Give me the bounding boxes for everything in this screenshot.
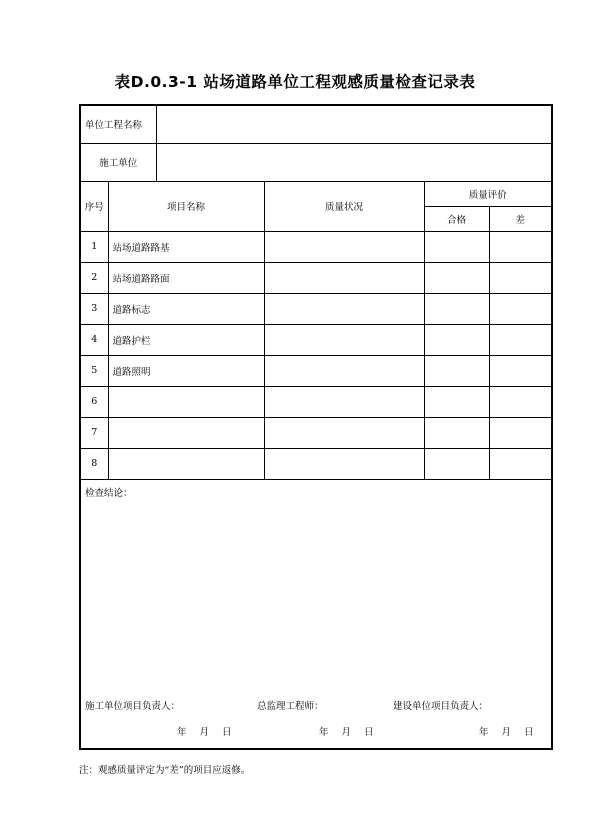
row-seq: 8 [80, 448, 108, 479]
construction-manager-signature-label: 施工单位项目负责人： [85, 700, 181, 712]
unit-project-name-field[interactable] [156, 105, 552, 143]
unit-project-name-row [80, 105, 552, 143]
row-poor-cell[interactable] [489, 417, 552, 448]
conclusion-cell[interactable] [80, 479, 552, 749]
row-poor-cell[interactable] [489, 293, 552, 324]
column-header-row-1 [80, 181, 552, 206]
construction-unit-field[interactable] [156, 143, 552, 181]
table-row [80, 355, 552, 386]
row-seq: 3 [80, 293, 108, 324]
table-row [80, 293, 552, 324]
conclusion-row [80, 479, 552, 749]
row-pass-cell[interactable] [424, 417, 489, 448]
row-poor-cell[interactable] [489, 262, 552, 293]
row-item: 站场道路路基 [108, 231, 264, 262]
construction-unit-row [80, 143, 552, 181]
row-seq: 5 [80, 355, 108, 386]
construction-unit-label: 施工单位 [80, 143, 156, 181]
poor-header: 差 [489, 206, 552, 231]
conclusion-area [81, 480, 551, 748]
row-item [108, 386, 264, 417]
conclusion-label: 检查结论： [85, 487, 133, 499]
table-row [80, 448, 552, 479]
row-item: 道路护栏 [108, 324, 264, 355]
row-seq: 6 [80, 386, 108, 417]
pass-header: 合格 [424, 206, 489, 231]
table-row [80, 231, 552, 262]
quality-status-header: 质量状况 [264, 181, 424, 231]
row-quality-status-cell[interactable] [264, 262, 424, 293]
row-quality-status-cell[interactable] [264, 293, 424, 324]
row-poor-cell[interactable] [489, 448, 552, 479]
inspection-record-table [79, 104, 553, 750]
row-seq: 2 [80, 262, 108, 293]
supervisor-sign-date: 年 月 日 [319, 726, 374, 738]
row-quality-status-cell[interactable] [264, 448, 424, 479]
footnote: 注：观感质量评定为“差”的项目应返修。 [79, 765, 251, 776]
seq-header: 序号 [80, 181, 108, 231]
page-title: 表D.0.3-1 站场道路单位工程观感质量检查记录表 [114, 73, 476, 91]
row-pass-cell[interactable] [424, 262, 489, 293]
row-quality-status-cell[interactable] [264, 386, 424, 417]
row-seq: 7 [80, 417, 108, 448]
row-item: 道路标志 [108, 293, 264, 324]
row-pass-cell[interactable] [424, 293, 489, 324]
row-item: 站场道路路面 [108, 262, 264, 293]
item-name-header: 项目名称 [108, 181, 264, 231]
row-item [108, 448, 264, 479]
row-item: 道路照明 [108, 355, 264, 386]
table-row [80, 386, 552, 417]
row-seq: 1 [80, 231, 108, 262]
row-pass-cell[interactable] [424, 386, 489, 417]
row-quality-status-cell[interactable] [264, 355, 424, 386]
row-pass-cell[interactable] [424, 231, 489, 262]
owner-sign-date: 年 月 日 [479, 726, 534, 738]
row-pass-cell[interactable] [424, 324, 489, 355]
row-quality-status-cell[interactable] [264, 231, 424, 262]
table-row [80, 324, 552, 355]
row-poor-cell[interactable] [489, 231, 552, 262]
row-pass-cell[interactable] [424, 448, 489, 479]
row-poor-cell[interactable] [489, 355, 552, 386]
row-seq: 4 [80, 324, 108, 355]
row-pass-cell[interactable] [424, 355, 489, 386]
row-poor-cell[interactable] [489, 386, 552, 417]
table-row [80, 262, 552, 293]
chief-supervisor-signature-label: 总监理工程师： [257, 700, 324, 712]
row-poor-cell[interactable] [489, 324, 552, 355]
row-quality-status-cell[interactable] [264, 324, 424, 355]
unit-project-name-label: 单位工程名称 [80, 105, 156, 143]
construction-sign-date: 年 月 日 [177, 726, 232, 738]
quality-eval-header: 质量评价 [424, 181, 552, 206]
owner-manager-signature-label: 建设单位项目负责人： [393, 700, 489, 712]
row-item [108, 417, 264, 448]
table-row [80, 417, 552, 448]
row-quality-status-cell[interactable] [264, 417, 424, 448]
